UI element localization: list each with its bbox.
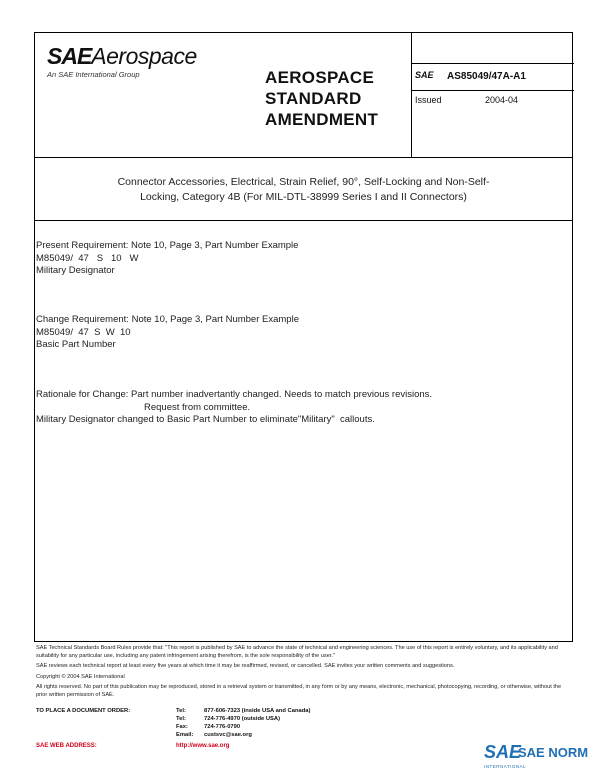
rationale-line-2: Request from committee. xyxy=(144,401,251,413)
rationale-line-3: Military Designator changed to Basic Part Number to eliminate"Military" callouts. xyxy=(36,414,375,425)
contact-label: Fax: xyxy=(176,724,188,730)
subject-line-2: Locking, Category 4B (For MIL-DTL-38999 Series I and II Connectors) xyxy=(140,191,467,203)
contact-label: Tel: xyxy=(176,716,186,722)
contact-phone-intl: 724-776-4970 (outside USA) xyxy=(204,716,281,722)
document-type-title xyxy=(265,67,378,130)
footer-review: SAE reviews each technical report at least every five years at which time it may be reaffirmed, revised, or cancelled. SAE invites your written comments and suggestions. xyxy=(36,663,455,670)
rationale xyxy=(36,389,432,427)
logo-brand: SAE xyxy=(47,43,92,69)
issued-label: Issued xyxy=(415,95,442,105)
title-line-1: AEROSPACE xyxy=(265,68,375,87)
present-heading: Present Requirement: Note 10, Page 3, Part Number Example xyxy=(36,240,299,251)
header-divider xyxy=(411,33,412,157)
sae-norm-watermark xyxy=(484,742,594,772)
title-line-3: AMENDMENT xyxy=(265,110,379,129)
logo-subtitle: An SAE International Group xyxy=(47,70,140,79)
contact-email[interactable]: custsvc@sae.org xyxy=(204,732,252,738)
order-label: TO PLACE A DOCUMENT ORDER: xyxy=(36,708,131,714)
web-address-link[interactable]: http://www.sae.org xyxy=(176,743,230,749)
document-number-row xyxy=(411,63,574,91)
title-line-2: STANDARD xyxy=(265,89,362,108)
footer-copyright: Copyright © 2004 SAE International xyxy=(36,673,125,680)
header-row xyxy=(35,33,572,158)
logo-word: Aerospace xyxy=(91,43,197,69)
subject-row xyxy=(35,157,572,221)
document-number: AS85049/47A-A1 xyxy=(447,71,526,82)
contact-phone-us: 877-606-7323 (inside USA and Canada) xyxy=(204,708,311,714)
present-requirement xyxy=(36,240,298,278)
contact-fax: 724-776-0790 xyxy=(204,724,241,730)
legal-footer xyxy=(36,645,572,703)
sae-mark-icon: SAE xyxy=(415,70,434,80)
sae-aerospace-logo xyxy=(35,33,245,157)
rationale-line-1: Rationale for Change: Part number inadvertantly changed. Needs to match previous revisions. xyxy=(36,389,433,400)
change-heading: Change Requirement: Note 10, Page 3, Part Number Example xyxy=(36,314,299,325)
present-designator: Military Designator xyxy=(36,265,115,276)
present-example: M85049/ 47 S 10 W xyxy=(36,252,139,264)
watermark-name: SAE NORM xyxy=(518,745,589,760)
document-subject xyxy=(55,175,552,205)
issued-date: 2004-04 xyxy=(485,95,519,105)
change-designator: Basic Part Number xyxy=(36,339,116,350)
web-address-label: SAE WEB ADDRESS: xyxy=(36,743,97,749)
footer-rights: All rights reserved. No part of this publication may be reproduced, stored in a retrieval system or transmitted, in any form or by any means, electronic, mechanical, photocopying, recording, or otherwise, without the prior written permission of SAE. xyxy=(36,684,562,698)
watermark-sub: INTERNATIONAL xyxy=(484,764,527,769)
change-example: M85049/ 47 S W 10 xyxy=(36,326,131,338)
contact-label: Email: xyxy=(176,732,194,738)
footer-rules: SAE Technical Standards Board Rules provide that: "This report is published by SAE to advance the state of technical and engineering sciences. The use of this report is entirely voluntary, and its applicability and suitability for any particular use, including any patent infringement arising therefrom, is the sole responsibility of the user." xyxy=(36,645,558,659)
subject-line-1: Connector Accessories, Electrical, Strain Relief, 90°, Self-Locking and Non-Self- xyxy=(117,176,490,188)
change-requirement xyxy=(36,314,299,352)
sae-logo-icon: SAE xyxy=(484,742,522,762)
contact-label: Tel: xyxy=(176,708,186,714)
